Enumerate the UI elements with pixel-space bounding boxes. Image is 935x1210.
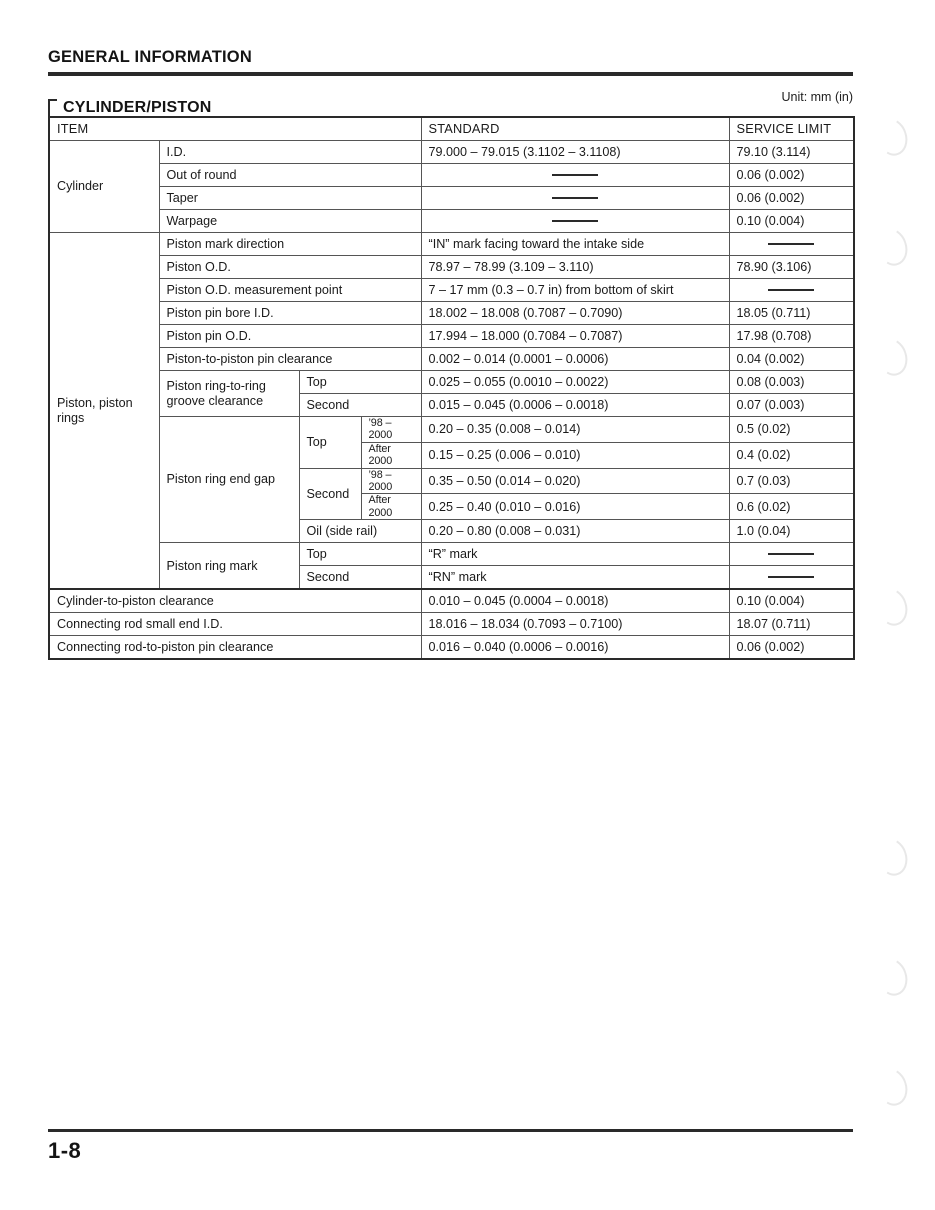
standard-value-none <box>421 187 729 210</box>
table-header-row <box>49 117 854 141</box>
scan-artifact <box>872 334 912 379</box>
table-row <box>49 613 854 636</box>
dash-icon <box>768 243 814 245</box>
standard-value: 0.025 – 0.055 (0.0010 – 0.0022) <box>421 371 729 394</box>
standard-value: 0.002 – 0.014 (0.0001 – 0.0006) <box>421 348 729 371</box>
service-limit-value: 0.06 (0.002) <box>729 164 854 187</box>
standard-value: 0.35 – 0.50 (0.014 – 0.020) <box>421 468 729 494</box>
table-row <box>49 589 854 613</box>
standard-value: 7 – 17 mm (0.3 – 0.7 in) from bottom of skirt <box>421 279 729 302</box>
standard-value-none <box>421 164 729 187</box>
service-limit-value: 0.4 (0.02) <box>729 442 854 468</box>
sub-item-label: Top <box>299 543 421 566</box>
year-range-label: ’98 – 2000 <box>361 468 421 494</box>
scan-artifact <box>872 224 912 269</box>
page-header-rule <box>48 72 853 76</box>
dash-icon <box>552 174 598 176</box>
column-header-service-limit: SERVICE LIMIT <box>729 117 854 141</box>
standard-value: 0.010 – 0.045 (0.0004 – 0.0018) <box>421 589 729 613</box>
table-row <box>49 141 854 164</box>
item-label: Warpage <box>159 210 421 233</box>
sub-item-label: Second <box>299 566 421 590</box>
item-label: Piston pin bore I.D. <box>159 302 421 325</box>
year-range-label: After 2000 <box>361 494 421 520</box>
service-limit-none <box>729 233 854 256</box>
standard-value: “RN” mark <box>421 566 729 590</box>
service-limit-value: 0.08 (0.003) <box>729 371 854 394</box>
item-label: Out of round <box>159 164 421 187</box>
table-row <box>49 543 854 566</box>
page-footer <box>48 1129 853 1164</box>
table-row <box>49 325 854 348</box>
service-limit-value: 18.07 (0.711) <box>729 613 854 636</box>
year-range-label: ’98 – 2000 <box>361 417 421 443</box>
page-header-title: GENERAL INFORMATION <box>48 48 252 66</box>
sub-item-label: Oil (side rail) <box>299 520 421 543</box>
item-label: Cylinder-to-piston clearance <box>49 589 421 613</box>
item-label: I.D. <box>159 141 421 164</box>
service-limit-value: 78.90 (3.106) <box>729 256 854 279</box>
service-limit-value: 0.5 (0.02) <box>729 417 854 443</box>
item-label: Piston O.D. <box>159 256 421 279</box>
page-header <box>48 48 853 76</box>
service-limit-value: 79.10 (3.114) <box>729 141 854 164</box>
subgroup-label-ring-mark: Piston ring mark <box>159 543 299 590</box>
table-row <box>49 210 854 233</box>
standard-value: 17.994 – 18.000 (0.7084 – 0.7087) <box>421 325 729 348</box>
scan-artifact <box>872 1064 912 1109</box>
sub-item-label: Second <box>299 468 361 520</box>
standard-value-none <box>421 210 729 233</box>
table-row <box>49 256 854 279</box>
item-label: Piston mark direction <box>159 233 421 256</box>
scan-artifact <box>872 834 912 879</box>
scan-artifact <box>872 114 912 159</box>
service-limit-value: 17.98 (0.708) <box>729 325 854 348</box>
service-limit-value: 0.10 (0.004) <box>729 589 854 613</box>
table-row <box>49 371 854 394</box>
column-header-standard: STANDARD <box>421 117 729 141</box>
standard-value: 0.015 – 0.045 (0.0006 – 0.0018) <box>421 394 729 417</box>
table-row <box>49 636 854 660</box>
section-title-bar <box>48 98 853 118</box>
standard-value: “R” mark <box>421 543 729 566</box>
item-label: Taper <box>159 187 421 210</box>
table-row <box>49 233 854 256</box>
table-row <box>49 279 854 302</box>
section-title: CYLINDER/PISTON <box>63 99 212 116</box>
dash-icon <box>768 289 814 291</box>
standard-value: 79.000 – 79.015 (3.1102 – 3.1108) <box>421 141 729 164</box>
dash-icon <box>768 553 814 555</box>
standard-value: 78.97 – 78.99 (3.109 – 3.110) <box>421 256 729 279</box>
service-limit-value: 0.06 (0.002) <box>729 187 854 210</box>
group-label-cylinder: Cylinder <box>49 141 159 233</box>
table-row <box>49 187 854 210</box>
table-row <box>49 348 854 371</box>
column-header-item: ITEM <box>49 117 421 141</box>
service-limit-value: 0.10 (0.004) <box>729 210 854 233</box>
item-label: Piston O.D. measurement point <box>159 279 421 302</box>
service-limit-value: 18.05 (0.711) <box>729 302 854 325</box>
group-label-piston: Piston, piston rings <box>49 233 159 590</box>
service-limit-value: 0.7 (0.03) <box>729 468 854 494</box>
standard-value: 0.25 – 0.40 (0.010 – 0.016) <box>421 494 729 520</box>
service-limit-value: 1.0 (0.04) <box>729 520 854 543</box>
item-label: Piston pin O.D. <box>159 325 421 348</box>
sub-item-label: Second <box>299 394 421 417</box>
service-limit-none <box>729 279 854 302</box>
service-limit-none <box>729 543 854 566</box>
standard-value: 0.20 – 0.80 (0.008 – 0.031) <box>421 520 729 543</box>
subgroup-label-ring-end-gap: Piston ring end gap <box>159 417 299 543</box>
scan-artifact <box>872 954 912 999</box>
sub-item-label: Top <box>299 417 361 469</box>
item-label: Connecting rod small end I.D. <box>49 613 421 636</box>
standard-value: “IN” mark facing toward the intake side <box>421 233 729 256</box>
scan-artifact <box>872 584 912 629</box>
standard-value: 18.016 – 18.034 (0.7093 – 0.7100) <box>421 613 729 636</box>
page-footer-rule <box>48 1129 853 1132</box>
standard-value: 0.15 – 0.25 (0.006 – 0.010) <box>421 442 729 468</box>
sub-item-label: Top <box>299 371 421 394</box>
table-row <box>49 302 854 325</box>
year-range-label: After 2000 <box>361 442 421 468</box>
item-label: Connecting rod-to-piston pin clearance <box>49 636 421 660</box>
dash-icon <box>552 197 598 199</box>
unit-label: Unit: mm (in) <box>781 90 853 104</box>
service-limit-none <box>729 566 854 590</box>
page-number: 1-8 <box>48 1138 82 1163</box>
specification-table <box>48 116 853 660</box>
item-label: Piston-to-piston pin clearance <box>159 348 421 371</box>
service-limit-value: 0.06 (0.002) <box>729 636 854 660</box>
subgroup-label-ring-groove-clearance: Piston ring-to-ring groove clearance <box>159 371 299 417</box>
standard-value: 18.002 – 18.008 (0.7087 – 0.7090) <box>421 302 729 325</box>
service-limit-value: 0.6 (0.02) <box>729 494 854 520</box>
table-row <box>49 417 854 443</box>
standard-value: 0.20 – 0.35 (0.008 – 0.014) <box>421 417 729 443</box>
table-row <box>49 164 854 187</box>
service-limit-value: 0.07 (0.003) <box>729 394 854 417</box>
dash-icon <box>552 220 598 222</box>
dash-icon <box>768 576 814 578</box>
service-limit-value: 0.04 (0.002) <box>729 348 854 371</box>
standard-value: 0.016 – 0.040 (0.0006 – 0.0016) <box>421 636 729 660</box>
